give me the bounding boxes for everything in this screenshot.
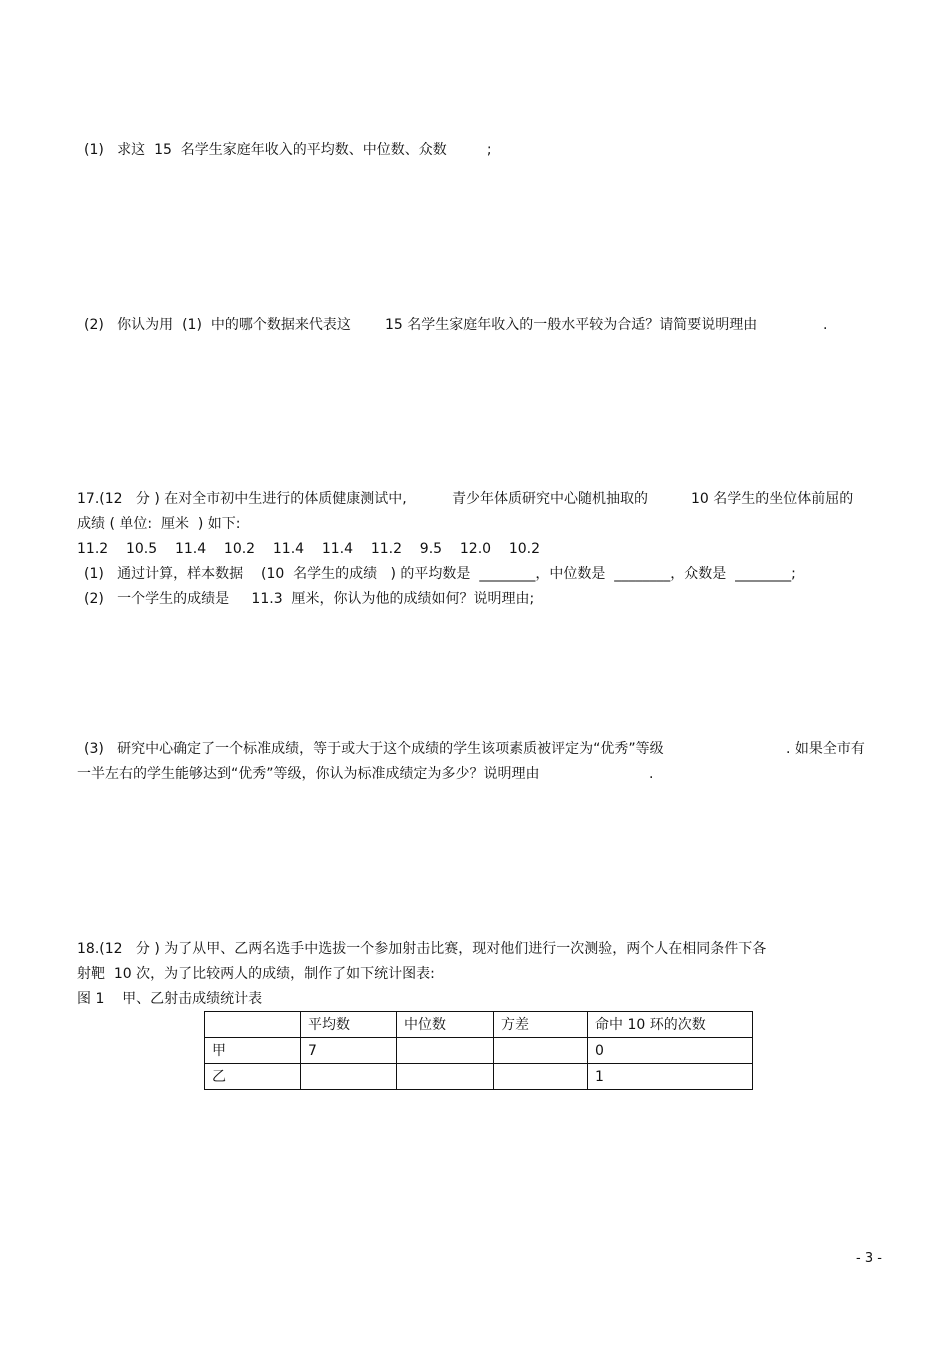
q18-table-caption: 图 1 甲、乙射击成绩统计表 xyxy=(77,991,263,1007)
table-row xyxy=(205,1064,753,1090)
cell-yi-variance xyxy=(494,1064,588,1090)
q17-stem-b: 青少年体质研究中心随机抽取的 xyxy=(452,491,648,507)
cell-jia-mean: 7 xyxy=(301,1038,397,1064)
row-label-yi: 乙 xyxy=(205,1064,301,1090)
cell-jia-ten-ring-hits: 0 xyxy=(588,1038,753,1064)
table-row xyxy=(205,1038,753,1064)
shooting-stats-table xyxy=(204,1011,753,1090)
page-number: - 3 - xyxy=(856,1251,882,1266)
q18-stem-line2: 射靶 10 次，为了比较两人的成绩，制作了如下统计图表: xyxy=(77,966,435,982)
cell-jia-variance xyxy=(494,1038,588,1064)
q17-part3-text-a: (3) 研究中心确定了一个标准成绩，等于或大于这个成绩的学生该项素质被评定为“优秀”等级 xyxy=(84,741,664,757)
cell-yi-mean xyxy=(301,1064,397,1090)
q16-part2-end: . xyxy=(823,317,828,333)
cell-jia-median xyxy=(397,1038,494,1064)
q16-part1: (1) 求这 15 名学生家庭年收入的平均数、中位数、众数 ; xyxy=(84,142,492,158)
q17-stem-line2: 成绩 ( 单位: 厘米 ) 如下: xyxy=(77,516,241,532)
q17-part3-end: . xyxy=(649,766,654,782)
row-label-jia: 甲 xyxy=(205,1038,301,1064)
q17-stem-c: 10 名学生的坐位体前屈的 xyxy=(691,491,854,507)
q16-part2-text-b: 15 名学生家庭年收入的一般水平较为合适？请简要说明理由 xyxy=(385,317,758,333)
q16-part2-text-a: (2) 你认为用 (1) 中的哪个数据来代表这 xyxy=(84,317,351,333)
header-cell-blank xyxy=(205,1012,301,1038)
q17-part3-text-b: . 如果全市有 xyxy=(786,741,865,757)
cell-yi-median xyxy=(397,1064,494,1090)
table-header-row xyxy=(205,1012,753,1038)
q18-stem-line1: 18.(12 分 ) 为了从甲、乙两名选手中选拔一个参加射击比赛，现对他们进行一次测验，两个人在相同条件下各 xyxy=(77,941,767,957)
q17-data-values: 11.2 10.5 11.4 10.2 11.4 11.4 11.2 9.5 12.0 10.2 xyxy=(77,541,541,557)
q16-part2 xyxy=(84,316,828,388)
header-cell-ten-ring-hits: 命中 10 环的次数 xyxy=(588,1012,753,1038)
q17-stem-a: 17.(12 分 ) 在对全市初中生进行的体质健康测试中, xyxy=(77,491,407,507)
q17-part2: (2) 一个学生的成绩是 11.3 厘米，你认为他的成绩如何？说明理由; xyxy=(84,591,535,607)
q17-part3-line2 xyxy=(77,765,654,819)
cell-yi-ten-ring-hits: 1 xyxy=(588,1064,753,1090)
q17-part1: (1) 通过计算，样本数据 (10 名学生的成绩 ) 的平均数是 ________，中位数是 ________，众数是 ________; xyxy=(84,566,796,582)
q17-part3-text-c: 一半左右的学生能够达到“优秀”等级，你认为标准成绩定为多少？说明理由 xyxy=(77,766,540,782)
header-cell-variance: 方差 xyxy=(494,1012,588,1038)
header-cell-median: 中位数 xyxy=(397,1012,494,1038)
header-cell-mean: 平均数 xyxy=(301,1012,397,1038)
